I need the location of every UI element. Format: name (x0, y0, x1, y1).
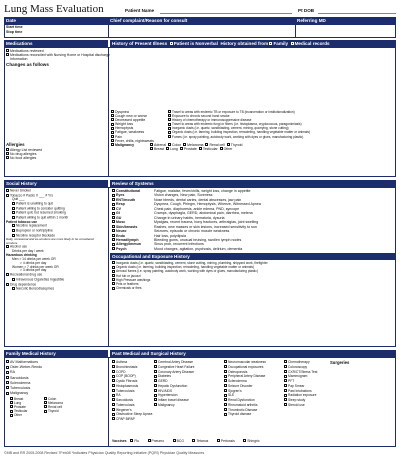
ros-symptoms: Change in urinary habits, hematuria, dysuria (154, 215, 225, 220)
social-item: > 3 drinks per day (20, 268, 47, 273)
medications-header: Medications (4, 40, 108, 47)
hpi-opt-nonverbal: Patient is Nonverbal (173, 41, 218, 46)
fam-malig[interactable]: Prostate (10, 405, 27, 409)
fam-malig[interactable]: Thyroid (44, 409, 63, 413)
social-item[interactable]: Bupropion or nortriptyline (6, 229, 104, 234)
patient-name-line[interactable] (160, 13, 292, 14)
stop-time-label: Stop time (6, 30, 23, 34)
social-item[interactable]: Narcotic Benzodiazepines (6, 287, 104, 292)
psh-item[interactable]: Rheumatoid arthritis (224, 403, 266, 408)
family-item[interactable]: Malignancy (6, 391, 42, 396)
med-reconciled-cont: Information (10, 57, 28, 62)
vaccine-check[interactable]: BCG (173, 439, 184, 443)
vaccine-check[interactable]: Tetanus (192, 439, 208, 443)
hpi-exposure-check[interactable]: Inorganic dusts (i.e. quartz, sandblasting, cement, mining, quarrying, stone cutting) (168, 126, 310, 130)
psh-item[interactable]: PFT (284, 379, 317, 384)
vaccine-check[interactable]: Pertussis (217, 439, 235, 443)
hpi-opt-records: Medical records (294, 41, 330, 46)
ros-symptoms: Seizures, episodic or chronic muscle weakness (154, 229, 230, 234)
psh-item[interactable]: Sjogren's (224, 389, 266, 394)
allergy-item[interactable]: No drug allergies (6, 152, 42, 156)
social-item: Women > 7 drinks per week OR (12, 264, 59, 269)
psh-item[interactable]: Bronchiectasis (112, 365, 152, 370)
vaccines-row (112, 439, 260, 443)
social-item[interactable]: Never Smoker (6, 189, 104, 194)
social-item[interactable]: Tobacco # Packs X ___ # Yrs (6, 194, 104, 199)
psh-item[interactable]: Neuromuscular weakness (224, 360, 266, 365)
ros-system: Hemat/lymph (116, 237, 139, 242)
psh-item[interactable]: Histoplasmosis (112, 384, 152, 389)
fam-malig[interactable]: Renal cell (44, 405, 63, 409)
exposure-item[interactable]: High Pressure washings (112, 278, 268, 282)
exposure-header: Occupational and Exposure History (110, 253, 396, 260)
ros-system: GU (116, 215, 122, 220)
psh-item[interactable]: Colonoscopy (284, 365, 317, 370)
date-label: Date (6, 18, 16, 23)
exposure-item[interactable]: Chemicals or fires (112, 286, 268, 290)
family-item[interactable]: Sarcoidosis (6, 376, 42, 381)
ros-system: GI (116, 211, 120, 216)
fam-malig[interactable]: Lung (10, 401, 27, 405)
exposure-list (112, 261, 268, 290)
psh-item[interactable]: Tuberculosis (112, 403, 152, 408)
hpi-opt-family: Family (273, 41, 289, 46)
patient-name-label: Patient Name (125, 8, 155, 13)
malig-type[interactable]: Other (220, 147, 233, 151)
psh-col-4 (284, 360, 317, 408)
psh-item[interactable]: Hypertension (154, 393, 194, 398)
fam-malig[interactable]: Melanoma (44, 401, 63, 405)
family-malignancy-b (44, 397, 63, 413)
malig-type[interactable]: Thyroid (227, 143, 243, 147)
ros-system: Resp (116, 202, 125, 207)
psh-col-3 (224, 360, 266, 417)
pt-dob-line[interactable] (318, 13, 396, 14)
social-item[interactable]: Quit ___ (12, 197, 25, 202)
ros-symptoms: Dyspnea, Cough, Phlegm, Hemoptysis, Wheeze, Witnessed Apnea (154, 202, 261, 207)
top-bar (4, 17, 396, 24)
family-header: Family Medical History (4, 350, 108, 357)
family-item[interactable]: RA (6, 370, 42, 375)
exposure-item[interactable]: Aerosol fumes (i.e. spray painting, autobody work, working with dyes or glues, manufacturing plastic) (112, 269, 268, 273)
family-malignancy-a (10, 397, 27, 417)
ros-system: Endo (116, 233, 125, 238)
exposure-item[interactable]: Organic dusts (i.e. farming, building inspection, remodeling, handling vegetable matter or animals) (112, 265, 268, 269)
vaccine-check[interactable]: Pneumo (148, 439, 165, 443)
psh-item[interactable]: RA (112, 393, 152, 398)
hpi-check[interactable]: Cough new or worse (111, 114, 154, 118)
psh-item[interactable]: HIV/AIDS (154, 389, 194, 394)
psh-item[interactable]: COP (BOOP) (112, 374, 152, 379)
vaccine-check[interactable]: Flu (130, 439, 139, 443)
ros-system: Eyes (116, 193, 125, 198)
social-list (6, 189, 104, 292)
ros-system: Musc (116, 220, 126, 225)
hpi-check[interactable]: Hemoptysis (111, 126, 154, 130)
psh-item[interactable]: Thyroid disease (224, 412, 266, 417)
ros-symptoms: Bleeding gums, unusual bruising, swollen lymph nodes (154, 237, 242, 242)
psh-item[interactable]: Wegener's (112, 408, 152, 413)
allergy-item[interactable]: Allergy List reviewed (6, 148, 42, 152)
psh-item[interactable]: Mammogram (284, 374, 317, 379)
malig-type[interactable]: Lung (166, 147, 178, 151)
ros-system: Allergy/Immun (116, 242, 141, 247)
psh-item[interactable]: Scleroderma (224, 379, 266, 384)
social-item: Men > 14 drinks per week OR (12, 256, 56, 261)
social-item[interactable]: Drug dependence (6, 283, 104, 288)
ros-system: Constitutional (116, 189, 141, 193)
social-item[interactable]: Recreational drug use (6, 273, 104, 278)
psh-item[interactable]: Thrombotic Disease (224, 408, 266, 413)
allergies-title: Allergies (6, 142, 25, 147)
ros-symptoms: Mood changes, agitation, psychosis, delirium, dementia (154, 246, 243, 251)
fam-malig[interactable]: Testicular (10, 409, 27, 413)
psh-item[interactable]: SLE (224, 393, 266, 398)
fam-malig[interactable]: Other (10, 413, 27, 417)
social-item: Drinks per day / week (12, 248, 44, 253)
nonverbal-checkbox[interactable] (170, 42, 173, 45)
psh-col-1 (112, 360, 152, 422)
ros-symptoms: Vision changes, New pain, Soreness (154, 193, 213, 198)
social-item: Hazardous drinking (6, 252, 37, 257)
footer: ©MB and RR 2005-2008 Revised 7Feb08 *Indicates Physician Quality Reporting Initiative (PQRI) Physician Quality Measures (4, 451, 205, 455)
malig-type[interactable]: Renal cell (205, 143, 224, 147)
psh-item[interactable]: Seizure Disorder (224, 384, 266, 389)
ros-system: Neuro (116, 229, 127, 234)
referring-label: Referring MD (297, 18, 326, 23)
psh-item[interactable]: Sarcoidosis (112, 398, 152, 403)
psh-item[interactable]: Tuberculosis (112, 389, 152, 394)
surgeries-label: Surgeries (330, 360, 350, 365)
vaccines-label: Vaccines (112, 439, 127, 443)
hpi-check[interactable]: Fever, chills, nightsweats (111, 139, 154, 143)
hpi-check[interactable]: Pain (111, 135, 154, 139)
ros-symptoms: Chest pain, diaphoresis, ankle edema, PND, syncope (154, 206, 240, 211)
social-item[interactable]: Patient willing to consider quitting (6, 207, 104, 212)
fam-malig[interactable]: Breast (10, 397, 27, 401)
psh-item[interactable]: GERD (154, 379, 194, 384)
hpi-left-checks (111, 110, 154, 147)
psh-item[interactable]: Sleep study (284, 398, 317, 403)
changes-label: Changes as follows (6, 62, 49, 68)
hpi-exposure-check[interactable]: Organic dusts (i.e. farming, building inspection, remodeling, handling vegetable matter or animals) (168, 130, 310, 134)
psh-item[interactable]: Osteoporosis (224, 370, 266, 375)
psh-item[interactable]: Steroid use (284, 403, 317, 408)
malig-type[interactable]: Breast (150, 147, 164, 151)
ros-header: Review of Systems (110, 180, 396, 187)
ros-system: Psych (116, 246, 127, 251)
psh-col-2 (154, 360, 194, 408)
exposure-item[interactable]: Pets or feathers (112, 282, 268, 286)
exposure-item[interactable]: Inorganic dusts (i.e. quartz, sandblasting, cement, stone cutting, mining, plumbing, shipyard work, firefighter (112, 261, 268, 265)
ros-system: Skin/breasts (116, 224, 138, 229)
exposure-item[interactable]: Hot tub or jacuzzi (112, 274, 268, 278)
malig-type[interactable]: Adrenal (150, 143, 166, 147)
social-header: Social History (4, 180, 108, 187)
psh-item[interactable]: Malignancy (154, 403, 194, 408)
ros-symptoms: Hair loss, polydipsia (154, 233, 186, 238)
vaccine-check[interactable]: Shingrix (243, 439, 259, 443)
hpi-exposure-check[interactable]: Fumes (i.e. spray painting, autobody work, working with dyes or glues, manufacturing plastic) (168, 135, 310, 139)
ros-symptoms: Myalgias, recent trauma, bony fractures, arthralgias, joint swelling (154, 220, 259, 225)
page-title: Lung Mass Evaluation (4, 3, 104, 15)
family-list (6, 360, 42, 396)
fam-malig[interactable]: Colon (44, 397, 63, 401)
complaint-box[interactable] (4, 24, 396, 38)
psh-item[interactable]: Inflam bowel disease (154, 398, 194, 403)
start-time-label: Start time (6, 25, 23, 29)
family-item[interactable]: Tuberculosis (6, 386, 42, 391)
malig-type[interactable]: Colon (168, 143, 181, 147)
social-item: > 4 drinks per day (20, 260, 47, 265)
psh-item[interactable]: COPD (112, 370, 152, 375)
family-item[interactable]: AV Malformations (6, 360, 42, 365)
ros-symptoms: Sinus prob, recurrent infections (154, 242, 204, 247)
psh-item[interactable]: Obstructive Sleep Apnea (112, 412, 152, 417)
psh-header: Past Medical and Surgical History (110, 350, 396, 357)
hpi-check[interactable]: Weight loss (111, 122, 154, 126)
ros-row[interactable] (112, 247, 261, 251)
ros-symptoms: Cramps, dysphagia, GERD, abdominal pain, diarrhea, melena (154, 211, 253, 216)
allergies-list (6, 148, 42, 160)
social-item[interactable]: Nicotine receptor blockade (6, 234, 104, 239)
hpi-check[interactable]: Dyspnea (111, 110, 154, 114)
psh-item[interactable]: CXR/CT/Stress Test (284, 370, 317, 375)
psh-item[interactable]: CPAP BiPAP (112, 417, 152, 422)
allergy-item[interactable]: No food allergies (6, 156, 42, 160)
psh-item[interactable]: Diabetes (154, 374, 194, 379)
social-item[interactable]: Alcohol use (6, 245, 104, 250)
family-item[interactable]: Osler-Weber-Rendu (6, 365, 42, 370)
complaint-label: Chief complaint/Reason for consult (110, 18, 188, 23)
malig-type[interactable]: Testicular (199, 147, 218, 151)
psh-item[interactable]: Pap Smear (284, 384, 317, 389)
hpi-check[interactable]: Malignancy (111, 143, 154, 147)
psh-item[interactable]: Asthma (112, 360, 152, 365)
ros-symptoms: Nose bleeds, dental caries, dental abscesses, jaw pain (154, 197, 242, 202)
psh-item[interactable]: Coronary Artery Disease (154, 370, 194, 375)
hpi-exposure-check[interactable]: History of chemotherapy or immunosuppressive disease (168, 118, 310, 122)
psh-item[interactable]: Renal Dysfunction (224, 398, 266, 403)
psh-item[interactable]: Cerebral Artery Disease (154, 360, 194, 365)
social-item[interactable]: Patient quit, but resumed smoking (6, 211, 104, 216)
hpi-exposure-check[interactable]: Travel to areas with endemic fungi or fibers (i.e. histoplasma, cryptococcus, paragonimiasis) (168, 122, 310, 126)
social-item[interactable]: Intravenous Cigarettes Ingestible (6, 278, 104, 283)
hpi-exposure-check[interactable]: Travel to areas with endemic TB or exposure to TB (incarceration or institutionalization) (168, 110, 310, 114)
hpi-check[interactable]: Fatigue, weakness (111, 130, 154, 134)
ros-system: CV (116, 206, 121, 211)
hpi-malignancy-types-1 (150, 143, 242, 151)
hpi-opt-history-from: History obtained from (220, 41, 269, 46)
social-item[interactable]: Patient is unwilling to quit (6, 202, 104, 207)
malig-type[interactable]: Melanoma (183, 143, 203, 147)
family-item[interactable]: Scleroderma (6, 381, 42, 386)
ros-symptoms: Rashes, new masses or skin lesions, increased sensitivity to sun (154, 224, 257, 229)
ros-system: ENT/mouth (116, 197, 136, 202)
social-item[interactable]: Nicotine replacement (6, 224, 104, 229)
hpi-header (110, 40, 396, 47)
psh-item[interactable]: Peripheral Artery Disease (224, 374, 266, 379)
social-note: Daily, occasional and ex-smokers are more likely to be considered smokers (6, 237, 94, 245)
psh-item[interactable]: Past Intubations (284, 389, 317, 394)
med-reviewed[interactable]: Medications reviewed (6, 49, 110, 53)
medications-list (6, 49, 110, 67)
hpi-right-checks (168, 110, 310, 139)
hpi-title: History of Present Illness (112, 41, 168, 46)
psh-item[interactable]: Chemotherapy (284, 360, 317, 365)
pt-dob-label: Pt DOB (298, 8, 315, 13)
psh-item[interactable]: Occupational exposures (224, 365, 266, 370)
records-checkbox[interactable] (291, 42, 294, 45)
psh-item[interactable]: Radiation exposure (284, 393, 317, 398)
social-item: Patient tobacco use (6, 219, 38, 224)
psh-item[interactable]: Hepatic Dysfunction (154, 384, 194, 389)
social-item[interactable]: Patient willing to quit within 1 month (6, 216, 104, 221)
hpi-check[interactable]: Decreased appetite (111, 118, 154, 122)
ros-symptoms: Fatigue, malaise, fever/chills, weight loss, change in appetite (154, 189, 251, 193)
ros-list (112, 189, 261, 251)
malig-type[interactable]: Prostate (180, 147, 197, 151)
psh-item[interactable]: Cystic Fibrosis (112, 379, 152, 384)
psh-item[interactable]: Congestive Heart Failure (154, 365, 194, 370)
med-reconciled[interactable]: Medications reconciled with Nursing Home or Hospital discharge (6, 53, 110, 57)
hpi-exposure-check[interactable]: Exposure to chronic second hand smoke (168, 114, 310, 118)
